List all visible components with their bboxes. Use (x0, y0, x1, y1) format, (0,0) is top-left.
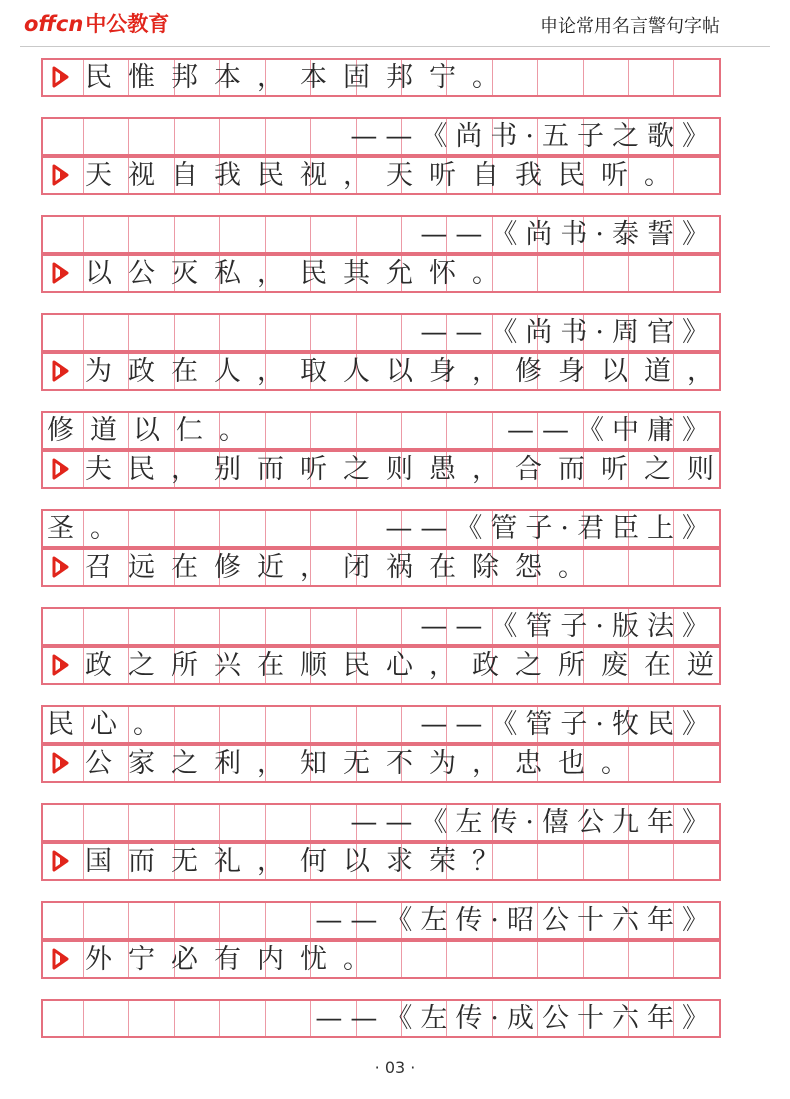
grid-cell (266, 315, 311, 350)
grid-cell (43, 609, 84, 644)
source-citation: ——《尚书·周官》 (420, 317, 717, 348)
quote-row (41, 548, 721, 597)
source-row (41, 499, 721, 548)
source-row (41, 695, 721, 744)
grid-cell (129, 805, 174, 840)
quote-text: 以公灭私，民其允怀。 (85, 258, 515, 289)
bullet-arrow-icon (47, 258, 77, 288)
grid-cell (175, 217, 220, 252)
source-citation: ——《尚书·五子之歌》 (350, 121, 717, 152)
grid-cell (175, 1001, 220, 1036)
grid-cell (220, 903, 265, 938)
quote-continuation-text: 修道以仁。 (47, 415, 262, 446)
source-citation: ——《左传·成公十六年》 (315, 1003, 717, 1034)
grid-cell (175, 805, 220, 840)
source-row (41, 303, 721, 352)
quote-row (41, 450, 730, 499)
grid-cell (129, 217, 174, 252)
grid-cell (43, 1001, 84, 1036)
grid-cell (220, 609, 265, 644)
bullet-arrow-icon (47, 160, 77, 190)
quote-text: 天视自我民视，天听自我民听。 (85, 160, 687, 191)
grid-cell (84, 1001, 129, 1036)
grid-cell (175, 315, 220, 350)
quote-row (41, 58, 721, 107)
grid-cell (175, 609, 220, 644)
quote-text: 为政在人，取人以身，修身以道， (85, 356, 730, 387)
source-citation: ——《左传·僖公九年》 (350, 807, 717, 838)
grid-cell (129, 903, 174, 938)
source-row (41, 793, 721, 842)
quote-row (41, 744, 721, 793)
source-citation: ——《尚书·泰誓》 (420, 219, 717, 250)
grid-cell (357, 609, 402, 644)
source-citation: ——《中庸》 (507, 415, 717, 446)
grid-cell (43, 315, 84, 350)
bullet-arrow-icon (47, 944, 77, 974)
bullet-arrow-icon (47, 552, 77, 582)
grid-cell (266, 805, 311, 840)
grid-cell (84, 119, 129, 154)
grid-cell (43, 217, 84, 252)
bullet-arrow-icon (47, 846, 77, 876)
grid-cell (357, 315, 402, 350)
grid-cell (43, 903, 84, 938)
grid-cell (175, 119, 220, 154)
quote-text: 民惟邦本，本固邦宁。 (85, 62, 515, 93)
grid-cell (220, 805, 265, 840)
grid-cell (129, 609, 174, 644)
grid-cell (129, 1001, 174, 1036)
source-row (41, 205, 721, 254)
bullet-arrow-icon (47, 356, 77, 386)
grid-cell (175, 903, 220, 938)
copybook-sheet (41, 58, 730, 1038)
quote-row (41, 352, 730, 401)
quote-text: 政之所兴在顺民心，政之所废在逆 (85, 650, 730, 681)
grid-cell (129, 119, 174, 154)
quote-text: 公家之利，知无不为，忠也。 (85, 748, 644, 779)
source-row (41, 107, 721, 156)
bullet-arrow-icon (47, 454, 77, 484)
grid-cell (129, 315, 174, 350)
logo-chinese-text: 中公教育 (85, 12, 170, 36)
quote-row (41, 842, 721, 891)
grid-cell (84, 315, 129, 350)
quote-row (41, 254, 721, 303)
quote-continuation-text: 圣。 (47, 513, 133, 544)
grid-cell (84, 903, 129, 938)
grid-cell (84, 609, 129, 644)
quote-text: 国而无礼，何以求荣？ (85, 846, 515, 877)
grid-cell (84, 805, 129, 840)
grid-cell (220, 119, 265, 154)
quote-row (41, 646, 730, 695)
header-divider (20, 46, 770, 47)
grid-cell (266, 217, 311, 252)
brand-logo (24, 8, 169, 38)
source-citation: ——《管子·君臣上》 (385, 513, 717, 544)
grid-cell (84, 217, 129, 252)
page-number: · 03 · (374, 1058, 416, 1077)
grid-cell (266, 903, 311, 938)
grid-cell (266, 119, 311, 154)
grid-cell (311, 609, 356, 644)
grid-cell (266, 1001, 311, 1036)
source-row (41, 401, 721, 450)
bullet-arrow-icon (47, 62, 77, 92)
bullet-arrow-icon (47, 748, 77, 778)
source-citation: ——《管子·牧民》 (420, 709, 717, 740)
grid-cell (311, 217, 356, 252)
grid-cell (43, 119, 84, 154)
source-row (41, 989, 721, 1038)
quote-text: 外宁必有内忧。 (85, 944, 386, 975)
source-row (41, 597, 721, 646)
source-citation: ——《左传·昭公十六年》 (315, 905, 717, 936)
book-title: 申论常用名言警句字帖 (540, 16, 720, 37)
source-citation: ——《管子·版法》 (420, 611, 717, 642)
quote-continuation-text: 民心。 (47, 709, 176, 740)
grid-cell (311, 315, 356, 350)
logo-latin-text: offcn (24, 12, 84, 36)
page-header (0, 0, 790, 46)
grid-cell (220, 217, 265, 252)
grid-cell (43, 805, 84, 840)
grid-cell (220, 1001, 265, 1036)
source-row (41, 891, 721, 940)
quote-row (41, 156, 721, 205)
grid-cell (220, 315, 265, 350)
grid-cell (357, 217, 402, 252)
bullet-arrow-icon (47, 650, 77, 680)
quote-text: 召远在修近，闭祸在除怨。 (85, 552, 601, 583)
grid-cell (266, 609, 311, 644)
quote-text: 夫民，别而听之则愚，合而听之则 (85, 454, 730, 485)
quote-row (41, 940, 721, 989)
